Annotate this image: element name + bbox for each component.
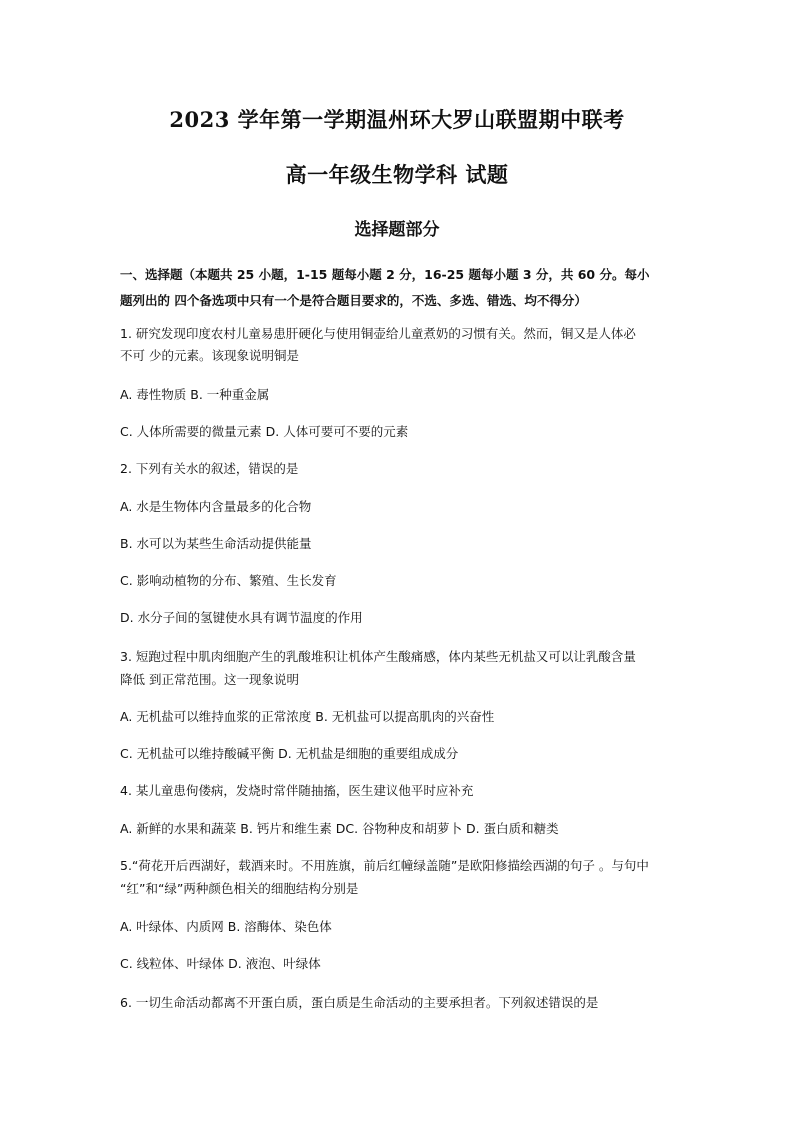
section-title: 选择题部分 xyxy=(354,220,440,240)
question-2-stem: 2. 下列有关水的叙述，错误的是 xyxy=(120,461,299,476)
question-3-stem: 降低 到正常范围。这一现象说明 xyxy=(120,672,299,687)
question-2-option: B. 水可以为某些生命活动提供能量 xyxy=(120,536,312,551)
question-5-stem: 5.“荷花开后西湖好，载酒来时。不用旌旗，前后红幢绿盖随”是欧阳修描绘西湖的句子 。与句中 xyxy=(120,858,649,873)
exam-title: 2023 学年第一学期温州环大罗山联盟期中联考 xyxy=(169,107,625,132)
question-6-stem: 6. 一切生命活动都离不开蛋白质，蛋白质是生命活动的主要承担者。下列叙述错误的是 xyxy=(120,995,599,1010)
question-5-option: A. 叶绿体、内质网 B. 溶酶体、染色体 xyxy=(120,919,332,934)
question-1-option: C. 人体所需要的微量元素 D. 人体可要可不要的元素 xyxy=(120,424,409,439)
instructions-line: 一、选择题（本题共 25 小题，1-15 题每小题 2 分，16-25 题每小题 3 分，共 60 分。每小 xyxy=(120,267,650,282)
question-2-option: D. 水分子间的氢键使水具有调节温度的作用 xyxy=(120,610,363,625)
question-2-option: C. 影响动植物的分布、繁殖、生长发育 xyxy=(120,573,337,588)
instructions-line: 题列出的 四个备选项中只有一个是符合题目要求的，不选、多选、错选、均不得分） xyxy=(120,293,587,308)
question-1-stem: 1. 研究发现印度农村儿童易患肝硬化与使用铜壶给儿童煮奶的习惯有关。然而，铜又是人体必 xyxy=(120,326,636,341)
question-3-stem: 3. 短跑过程中肌肉细胞产生的乳酸堆积让机体产生酸痛感，体内某些无机盐又可以让乳酸含量 xyxy=(120,649,636,664)
exam-subtitle: 高一年级生物学科 试题 xyxy=(285,162,509,187)
question-5-stem: “红”和“绿”两种颜色相关的细胞结构分别是 xyxy=(120,881,359,896)
question-1-option: A. 毒性物质 B. 一种重金属 xyxy=(120,387,270,402)
question-3-option: C. 无机盐可以维持酸碱平衡 D. 无机盐是细胞的重要组成成分 xyxy=(120,746,459,761)
question-2-option: A. 水是生物体内含量最多的化合物 xyxy=(120,499,312,514)
question-4-option: A. 新鲜的水果和蔬菜 B. 钙片和维生素 DC. 谷物种皮和胡萝卜 D. 蛋白质和糖类 xyxy=(120,821,559,836)
question-4-stem: 4. 某儿童患佝偻病，发烧时常伴随抽搐，医生建议他平时应补充 xyxy=(120,783,474,798)
question-5-option: C. 线粒体、叶绿体 D. 液泡、叶绿体 xyxy=(120,956,321,971)
section-instructions xyxy=(120,262,680,314)
question-1-stem: 不可 少的元素。该现象说明铜是 xyxy=(120,348,299,363)
question-3-option: A. 无机盐可以维持血浆的正常浓度 B. 无机盐可以提高肌肉的兴奋性 xyxy=(120,709,495,724)
